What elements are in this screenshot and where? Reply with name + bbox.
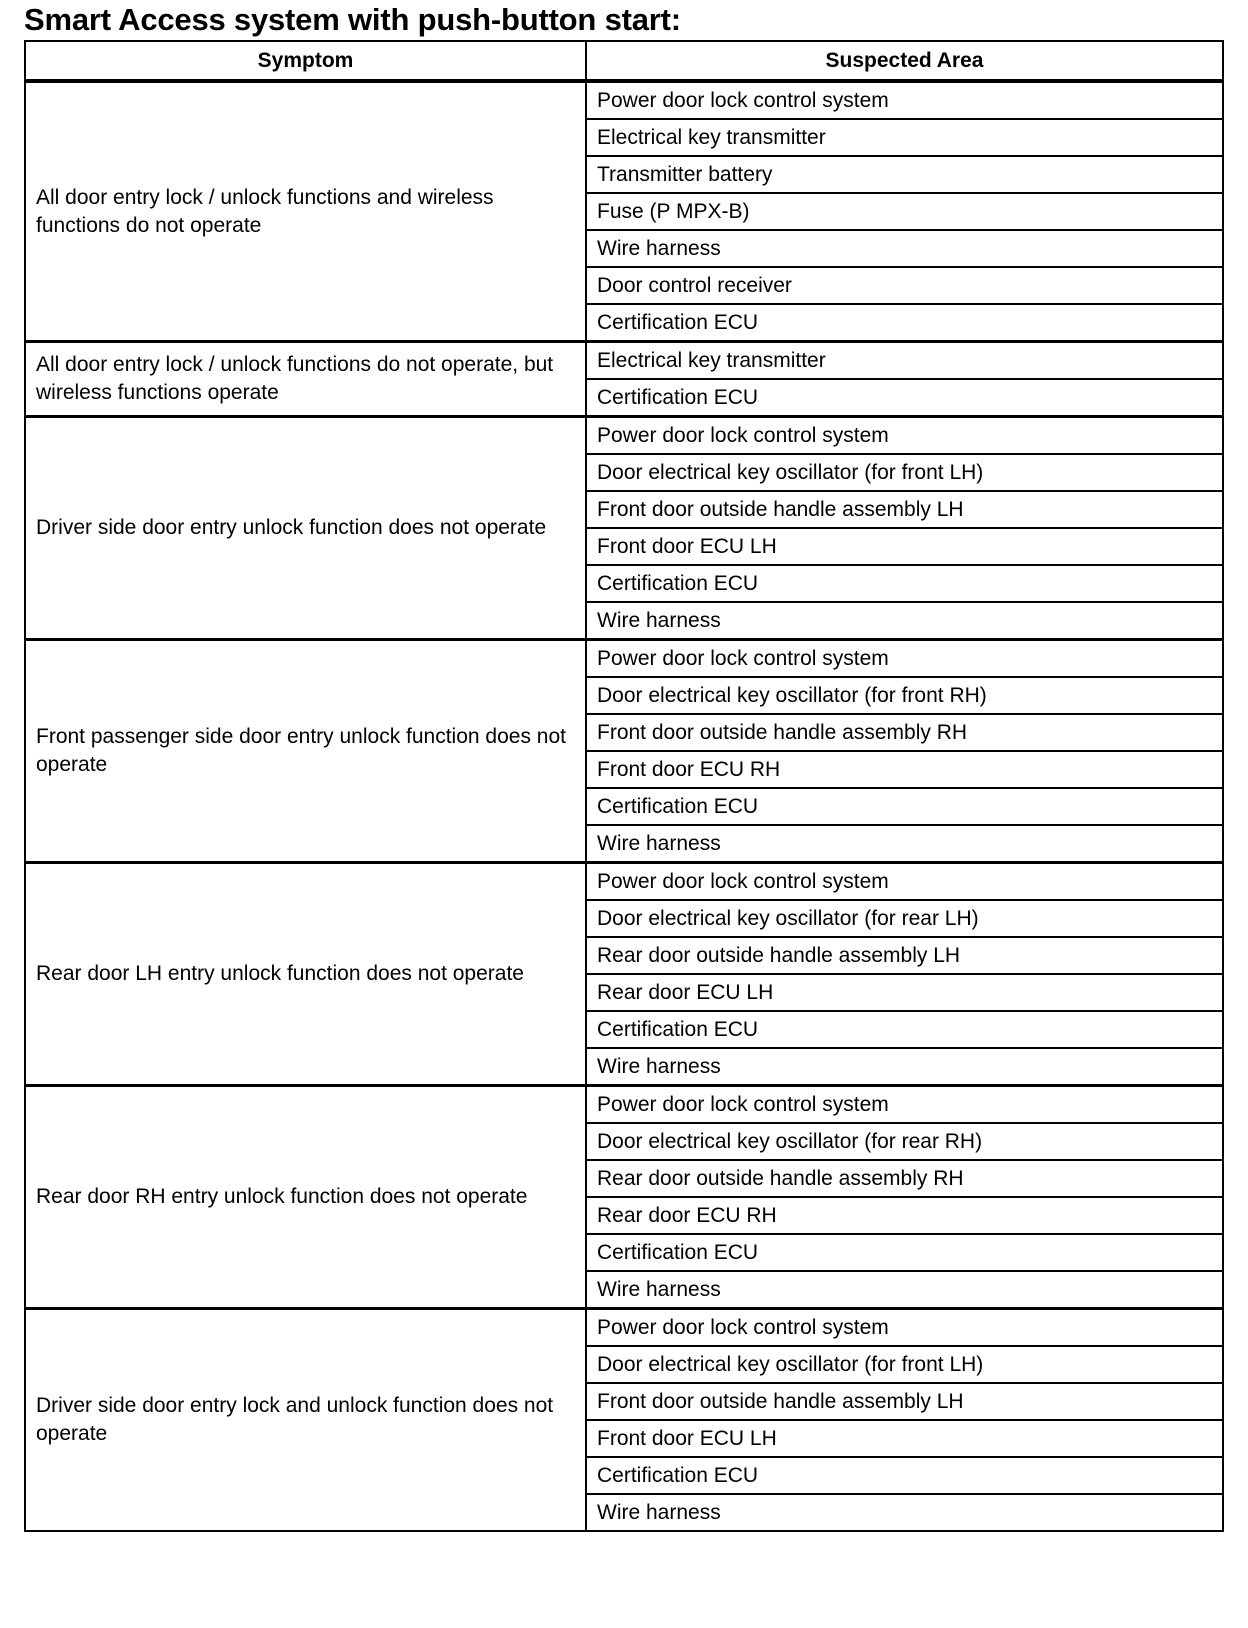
table-row: [25, 1086, 1223, 1124]
suspected-area-cell: Certification ECU: [586, 1011, 1223, 1048]
suspected-area-cell: Front door ECU LH: [586, 528, 1223, 565]
suspected-area-cell: Door electrical key oscillator (for rear LH): [586, 900, 1223, 937]
table-row: [25, 1309, 1223, 1347]
table-header-row: [25, 41, 1223, 81]
suspected-area-cell: Front door outside handle assembly LH: [586, 491, 1223, 528]
suspected-area-cell: Electrical key transmitter: [586, 119, 1223, 156]
suspected-area-cell: Front door outside handle assembly RH: [586, 714, 1223, 751]
suspected-area-cell: Rear door ECU LH: [586, 974, 1223, 1011]
suspected-area-cell: Wire harness: [586, 1271, 1223, 1309]
suspected-area-cell: Rear door outside handle assembly RH: [586, 1160, 1223, 1197]
diagnosis-table: [24, 40, 1224, 1532]
suspected-area-cell: Power door lock control system: [586, 1086, 1223, 1124]
table-row: [25, 863, 1223, 901]
suspected-area-cell: Door electrical key oscillator (for front LH): [586, 454, 1223, 491]
header-suspected-area: Suspected Area: [586, 41, 1223, 81]
suspected-area-cell: Electrical key transmitter: [586, 342, 1223, 380]
suspected-area-cell: Wire harness: [586, 230, 1223, 267]
suspected-area-cell: Wire harness: [586, 825, 1223, 863]
suspected-area-cell: Front door ECU RH: [586, 751, 1223, 788]
symptom-cell: Front passenger side door entry unlock function does not operate: [25, 640, 586, 863]
suspected-area-cell: Power door lock control system: [586, 81, 1223, 119]
suspected-area-cell: Certification ECU: [586, 1457, 1223, 1494]
table-body: [25, 81, 1223, 1531]
symptom-cell: Driver side door entry lock and unlock function does not operate: [25, 1309, 586, 1532]
suspected-area-cell: Certification ECU: [586, 1234, 1223, 1271]
suspected-area-cell: Door electrical key oscillator (for front LH): [586, 1346, 1223, 1383]
suspected-area-cell: Certification ECU: [586, 304, 1223, 342]
symptom-cell: Rear door LH entry unlock function does not operate: [25, 863, 586, 1086]
suspected-area-cell: Power door lock control system: [586, 863, 1223, 901]
suspected-area-cell: Wire harness: [586, 1048, 1223, 1086]
symptom-cell: Rear door RH entry unlock function does not operate: [25, 1086, 586, 1309]
suspected-area-cell: Certification ECU: [586, 788, 1223, 825]
table-row: [25, 417, 1223, 455]
suspected-area-cell: Rear door ECU RH: [586, 1197, 1223, 1234]
suspected-area-cell: Power door lock control system: [586, 1309, 1223, 1347]
suspected-area-cell: Power door lock control system: [586, 640, 1223, 678]
page-title: Smart Access system with push-button start:: [24, 2, 681, 37]
suspected-area-cell: Front door ECU LH: [586, 1420, 1223, 1457]
suspected-area-cell: Power door lock control system: [586, 417, 1223, 455]
suspected-area-cell: Certification ECU: [586, 565, 1223, 602]
table-row: [25, 640, 1223, 678]
symptom-cell: All door entry lock / unlock functions do not operate, but wireless functions operate: [25, 342, 586, 417]
symptom-cell: All door entry lock / unlock functions and wireless functions do not operate: [25, 81, 586, 342]
suspected-area-cell: Door control receiver: [586, 267, 1223, 304]
header-symptom: Symptom: [25, 41, 586, 81]
suspected-area-cell: Wire harness: [586, 1494, 1223, 1531]
table-row: [25, 81, 1223, 119]
suspected-area-cell: Wire harness: [586, 602, 1223, 640]
suspected-area-cell: Door electrical key oscillator (for rear RH): [586, 1123, 1223, 1160]
suspected-area-cell: Door electrical key oscillator (for front RH): [586, 677, 1223, 714]
suspected-area-cell: Front door outside handle assembly LH: [586, 1383, 1223, 1420]
symptom-cell: Driver side door entry unlock function does not operate: [25, 417, 586, 640]
suspected-area-cell: Certification ECU: [586, 379, 1223, 417]
suspected-area-cell: Fuse (P MPX-B): [586, 193, 1223, 230]
suspected-area-cell: Rear door outside handle assembly LH: [586, 937, 1223, 974]
diagnosis-table-container: [24, 40, 1222, 1532]
suspected-area-cell: Transmitter battery: [586, 156, 1223, 193]
table-row: [25, 342, 1223, 380]
